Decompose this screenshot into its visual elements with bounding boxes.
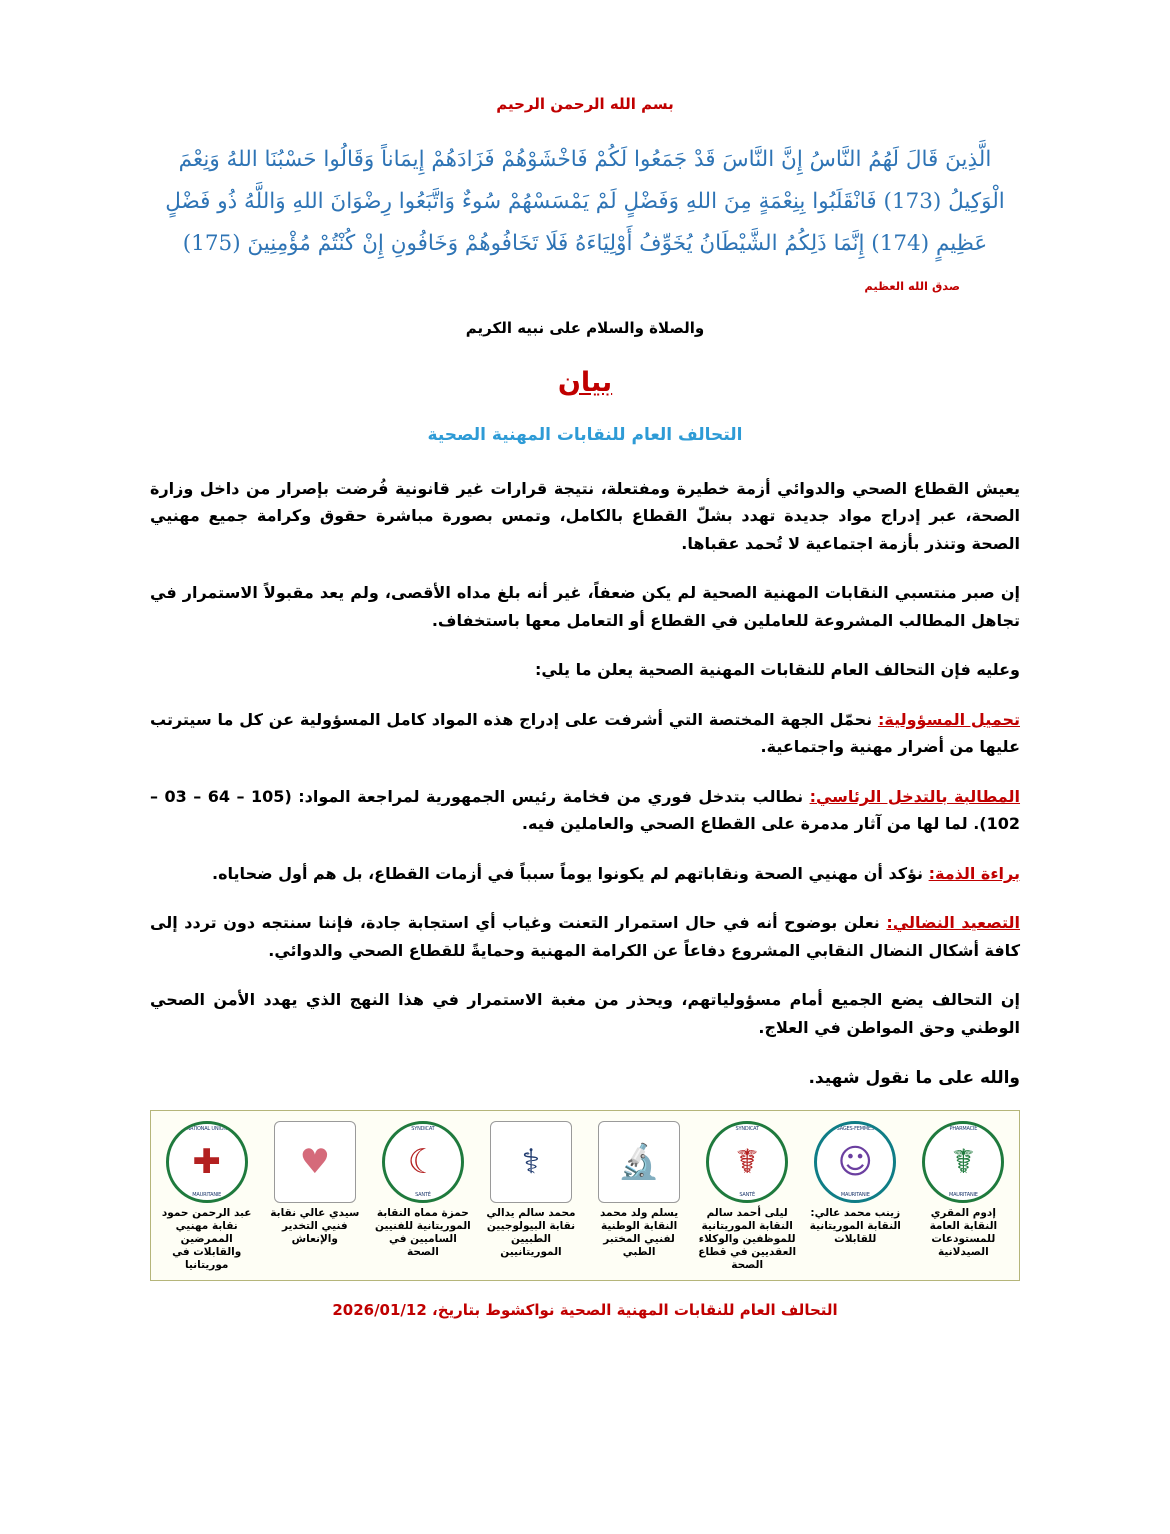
paragraph-5-lead: المطالبة بالتدخل الرئاسي:: [809, 786, 1021, 806]
paragraph-4-lead: تحميل المسؤولية:: [877, 709, 1020, 729]
paragraph-7: [150, 909, 1020, 964]
heart-stethoscope-emblem-icon: ♥: [274, 1121, 356, 1203]
paragraph-4: [150, 706, 1020, 761]
paragraph-1: [150, 475, 1020, 558]
midwife-emblem-icon: SAGES-FEMMES ☺ MAURITANIE: [814, 1121, 896, 1203]
document-footer: التحالف العام للنقابات المهنية الصحية نواكشوط بتاريخ، 2026/01/12: [332, 1301, 838, 1320]
paragraph-2-text: إن صبر منتسبي النقابات المهنية الصحية لم يكن ضعفاً، غير أنه بلغ مداه الأقصى، ولم يعد مقبولاً الاستمرار في تجاهل المطالب المشروعة للعاملين في القطاع أو التعامل معها باستخفاف.: [150, 583, 1020, 630]
logo-caption: ليلى أحمد سالم النقابة الموريتانية للموظفين والوكلاء العقديين في قطاع الصحة: [698, 1206, 797, 1271]
basmala-line: بسم الله الرحمن الرحيم: [496, 95, 674, 113]
paragraph-6-lead: براءة الذمة:: [928, 863, 1020, 883]
paragraph-5-text: نطالب بتدخل فوري من فخامة رئيس الجمهورية لمراجعة المواد: (105 – 64 – 03 – 102). لما لها من آثار مدمرة على القطاع الصحي والعاملين فيه.: [150, 786, 1020, 834]
organization-name: التحالف العام للنقابات المهنية الصحية: [427, 424, 743, 445]
logo-item: [373, 1121, 472, 1260]
closing-line: والله على ما نقول شهيد.: [808, 1067, 1020, 1088]
medical-cross-crescent-emblem-icon: NATIONAL UNION ✚ MAURITANIE: [166, 1121, 248, 1203]
paragraph-1-text: يعيش القطاع الصحي والدوائي أزمة خطيرة ومفتعلة، نتيجة قرارات غير قانونية فُرضت بإصرار من داخل وزارة الصحة، عبر إدراج مواد جديدة تهدد بشلّ القطاع بالكامل، وتمس بصورة مباشرة حقوق وكرامة جميع مهنيي الصحة وتنذر بأزمة اجتماعية لا تُحمد عقباها.: [150, 478, 1020, 553]
logo-caption: إدوم المقري النقابة العامة للمستودعات الصيدلانية: [929, 1206, 998, 1258]
microscope-emblem-icon: 🔬: [598, 1121, 680, 1203]
logo-item: [589, 1121, 688, 1260]
paragraph-2: [150, 579, 1020, 634]
pharmacy-star-emblem-icon: PHARMACIE ☤ MAURITANIE: [922, 1121, 1004, 1203]
paragraph-8-text: إن التحالف يضع الجميع أمام مسؤولياتهم، ويحذر من مغبة الاستمرار في هذا النهج الذي يهدد الأمن الصحي الوطني وحق المواطن في العلاج.: [150, 990, 1020, 1037]
logo-caption: محمد سالم يدالي نقابة البيولوجيين الطبيين الموريتانيين: [486, 1206, 576, 1258]
paragraph-5: [150, 783, 1020, 838]
logo-caption: زينب محمد عالي: النقابة الموريتانية للقابلات: [809, 1206, 901, 1245]
paragraph-7-text: نعلن بوضوح أنه في حال استمرار التعنت وغياب أي استجابة جادة، فإننا سنتجه دون تردد إلى كافة أشكال النضال النقابي المشروع دفاعاً عن الكرامة المهنية وحمايةً للقطاع الصحي والدوائي.: [150, 913, 1020, 960]
logo-caption: عبد الرحمن حمود نقابة مهنيي الممرضين والقابلات في موريتانيا: [161, 1206, 252, 1271]
logo-item: [481, 1121, 580, 1260]
logo-item: [265, 1121, 364, 1246]
logo-caption: سيدي عالي نقابة فنيي التخدير والإنعاش: [270, 1206, 360, 1245]
paragraph-6: [150, 860, 1020, 888]
sadaqa-line: صدق الله العظيم: [864, 278, 960, 293]
logo-item: [914, 1121, 1013, 1260]
paragraph-6-text: نؤكد أن مهنيي الصحة ونقاباتهم لم يكونوا يوماً سبباً في أزمات القطاع، بل هم أول ضحاياه.: [212, 863, 929, 883]
paragraph-3: [150, 656, 1020, 684]
dna-helix-emblem-icon: ⚕: [490, 1121, 572, 1203]
red-crescent-emblem-icon: SYNDICAT ☾ SANTÉ: [382, 1121, 464, 1203]
paragraph-3-text: وعليه فإن التحالف العام للنقابات المهنية الصحية يعلن ما يلي:: [534, 660, 1020, 680]
union-logos-box: [150, 1110, 1020, 1282]
paragraph-4-text: نحمّل الجهة المختصة التي أشرفت على إدراج هذه المواد كامل المسؤولية عن كل ما سيترتب عليها من أضرار مهنية واجتماعية.: [150, 709, 1020, 757]
paragraph-7-lead: التصعيد النضالي:: [886, 913, 1021, 933]
logo-item: [157, 1121, 256, 1273]
logo-item: [698, 1121, 797, 1273]
page-title: بيان: [557, 366, 613, 398]
quran-verse: الَّذِينَ قَالَ لَهُمُ النَّاسُ إِنَّ النَّاسَ قَدْ جَمَعُوا لَكُمْ فَاخْشَوْهُمْ فَزَادَهُمْ إِيمَاناً وَقَالُوا حَسْبُنَا اللهُ وَنِعْمَ الْوَكِيلُ (173) فَانْقَلَبُوا بِنِعْمَةٍ مِنَ اللهِ وَفَضْلٍ لَمْ يَمْسَسْهُمْ سُوءٌ وَاتَّبَعُوا رِضْوَانَ اللهِ وَاللَّهُ ذُو فَضْلٍ عَظِيمٍ (174) إِنَّمَا ذَلِكُمُ الشَّيْطَانُ يُخَوِّفُ أَوْلِيَاءَهُ فَلَا تَخَافُوهُمْ وَخَافُونِ إِنْ كُنْتُمْ مُؤْمِنِينَ (175): [165, 147, 1005, 256]
paragraph-8: [150, 986, 1020, 1041]
logo-caption: يسلم ولد محمد النقابة الوطنية لفنيي المختبر الطبي: [599, 1206, 679, 1258]
logo-item: [806, 1121, 905, 1246]
salat-line: والصلاة والسلام على نبيه الكريم: [465, 318, 705, 337]
logo-caption: حمزة مماه النقابة الموريتانية للفنيين الساميين في الصحة: [375, 1206, 471, 1258]
pharmacy-bowl-hygieia-emblem-icon: SYNDICAT ☤ SANTÉ: [706, 1121, 788, 1203]
